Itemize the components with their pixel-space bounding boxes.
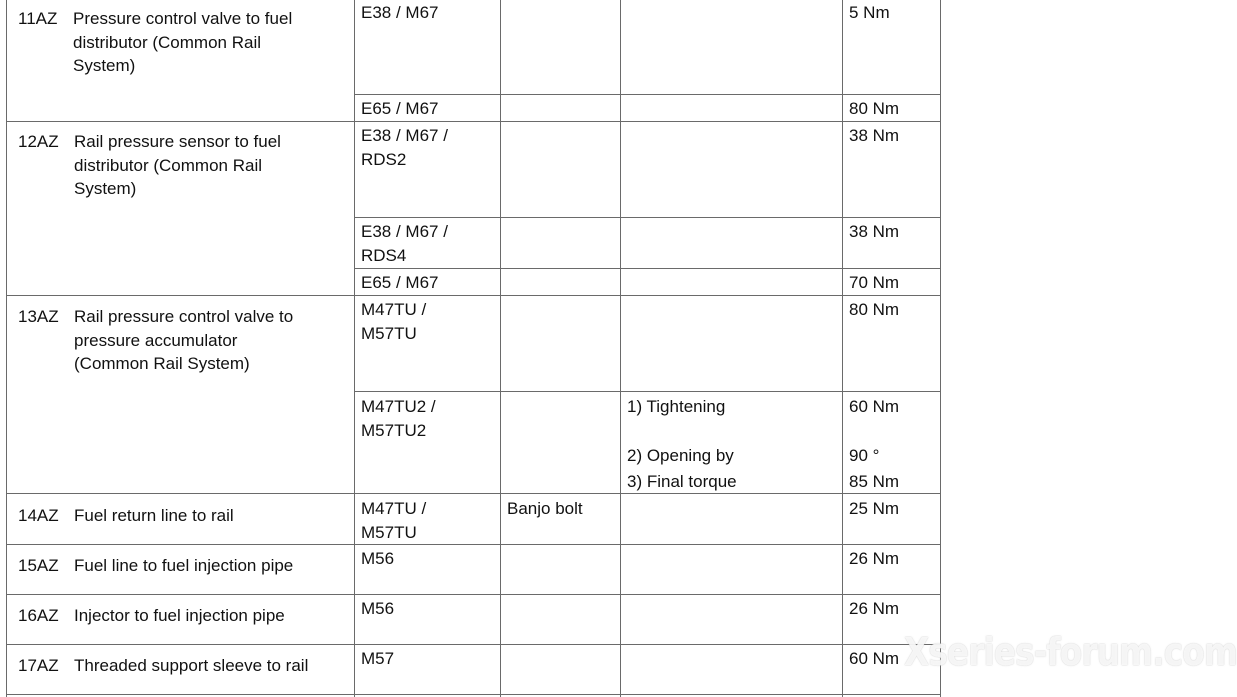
angle-value: 90 ° — [849, 446, 880, 465]
entry-divider — [354, 94, 941, 95]
row-description — [73, 7, 292, 78]
model-cell: E65 / M67 — [361, 99, 439, 118]
table-bottom-border — [6, 694, 941, 695]
entry-divider — [354, 391, 941, 392]
row-divider — [6, 121, 941, 122]
torque-value: 85 Nm — [849, 472, 900, 491]
step-label: 3) Final torque — [627, 472, 737, 491]
row-divider — [6, 594, 941, 595]
row-code: 12AZ — [18, 132, 59, 151]
model-cell — [361, 220, 448, 267]
row-divider — [6, 544, 941, 545]
row-description — [74, 305, 293, 376]
description-line: pressure accumulator — [74, 330, 238, 350]
model-line: M57TU — [361, 323, 417, 343]
row-divider — [6, 644, 941, 645]
description-line: Rail pressure sensor to fuel — [74, 132, 281, 151]
torque-value: 25 Nm — [849, 499, 900, 518]
model-cell — [361, 395, 436, 442]
model-cell — [361, 124, 448, 171]
row-code: 16AZ — [18, 606, 59, 625]
row-code: 14AZ — [18, 506, 59, 525]
description-line: Pressure control valve to fuel — [73, 9, 293, 28]
row-code: 11AZ — [18, 9, 58, 28]
step-label: 1) Tightening — [627, 397, 726, 416]
row-description: Injector to fuel injection pipe — [74, 606, 285, 625]
torque-value: 5 Nm — [849, 3, 890, 22]
model-line: RDS4 — [361, 245, 407, 265]
model-cell: M56 — [361, 599, 395, 618]
model-line: M57TU2 — [361, 420, 427, 440]
model-cell: E38 / M67 — [361, 3, 439, 22]
entry-divider — [354, 268, 941, 269]
torque-value: 80 Nm — [849, 99, 900, 118]
torque-value: 70 Nm — [849, 273, 900, 292]
model-cell: M57 — [361, 649, 395, 668]
model-line: M47TU / — [361, 300, 427, 319]
row-description: Fuel line to fuel injection pipe — [74, 556, 294, 575]
column-divider-step — [620, 0, 621, 697]
entry-divider — [354, 217, 941, 218]
step-label: 2) Opening by — [627, 446, 734, 465]
model-cell — [361, 298, 426, 345]
column-divider-note — [500, 0, 501, 697]
torque-value: 60 Nm — [849, 397, 900, 416]
model-line: M57TU — [361, 522, 417, 542]
model-line: E38 / M67 / — [361, 126, 448, 145]
row-description: Threaded support sleeve to rail — [74, 656, 309, 675]
row-divider — [6, 493, 941, 494]
model-line: M47TU2 / — [361, 397, 436, 416]
model-cell — [361, 497, 426, 544]
row-divider — [6, 295, 941, 296]
table-left-border — [6, 122, 7, 697]
description-line: (Common Rail System) — [74, 354, 250, 373]
model-line: M47TU / — [361, 499, 427, 518]
torque-value: 80 Nm — [849, 300, 900, 319]
description-line: distributor (Common Rail — [74, 155, 262, 175]
model-cell: M56 — [361, 549, 395, 568]
row-description — [74, 130, 281, 201]
torque-value: 38 Nm — [849, 222, 900, 241]
model-line: RDS2 — [361, 149, 407, 169]
model-line: E38 / M67 / — [361, 222, 448, 241]
row-code: 17AZ — [18, 656, 59, 675]
row-description: Fuel return line to rail — [74, 506, 234, 525]
table-right-border — [940, 0, 941, 697]
description-line: System) — [74, 179, 137, 198]
torque-value: 26 Nm — [849, 599, 900, 618]
column-divider-model — [354, 0, 355, 697]
description-line: System) — [73, 56, 136, 75]
torque-value: 60 Nm — [849, 649, 900, 668]
note-cell: Banjo bolt — [507, 499, 583, 518]
watermark: Xseries-forum.com — [904, 630, 1237, 674]
torque-value: 38 Nm — [849, 126, 900, 145]
model-cell: E65 / M67 — [361, 273, 439, 292]
row-code: 15AZ — [18, 556, 59, 575]
description-line: Rail pressure control valve to — [74, 307, 294, 326]
row-code: 13AZ — [18, 307, 59, 326]
table-left-border — [6, 0, 7, 122]
column-divider-value — [842, 0, 843, 697]
description-line: distributor (Common Rail — [73, 32, 261, 52]
torque-value: 26 Nm — [849, 549, 900, 568]
